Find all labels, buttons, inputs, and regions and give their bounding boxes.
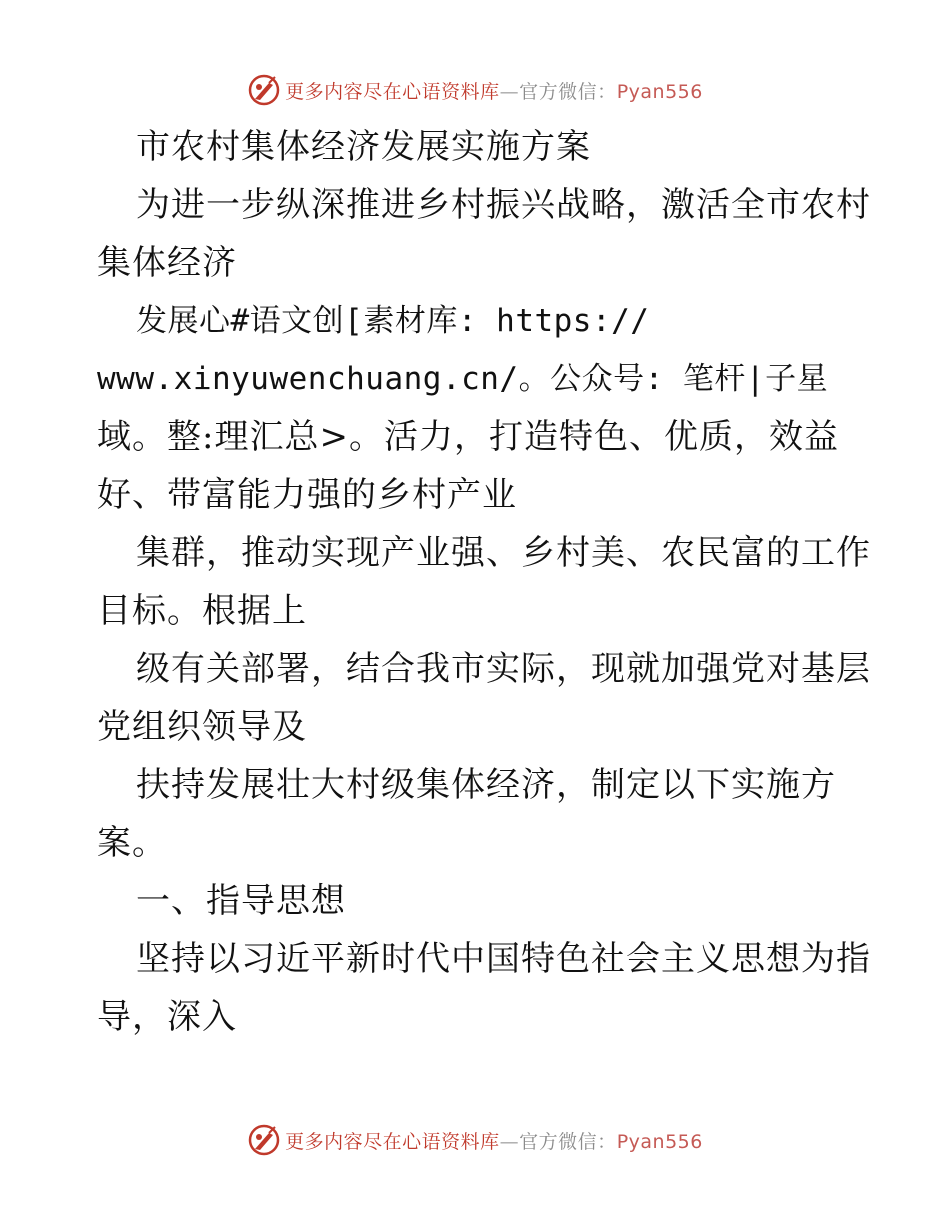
paragraph-6-line-1: 坚持以习近平新时代中国特色社会主义思想为指 [136,939,871,979]
header-site-text: 更多内容尽在心语资料库 [285,80,500,103]
header-wechat-id: Pyan556 [616,80,703,103]
paragraph-2-line-2: www.xinyuwenchuang.cn/。公众号: 笔杆|子星 [97,361,829,397]
footer-text [285,1127,703,1154]
paragraph-2-line-3: 域。整:理汇总>。活力，打造特色、优质，效益 [97,417,839,457]
paragraph-4-line-1: 级有关部署，结合我市实际，现就加强党对基层 [136,649,871,689]
footer-watermark [0,1120,950,1160]
paragraph-6-line-2: 导，深入 [97,997,237,1037]
header-wechat-label: 官方微信： [519,80,617,103]
section-1-heading: 一、指导思想 [136,881,346,921]
paragraph-2-line-1: 发展心#语文创[素材库: https:// [136,303,650,339]
paragraph-5-line-1: 扶持发展壮大村级集体经济，制定以下实施方 [136,765,836,805]
paragraph-3-line-1: 集群，推动实现产业强、乡村美、农民富的工作 [136,533,871,573]
footer-site-text: 更多内容尽在心语资料库 [285,1130,500,1153]
paragraph-1-line-1: 为进一步纵深推进乡村振兴战略，激活全市农村 [136,185,871,225]
quill-logo-icon [247,1123,281,1157]
paragraph-3-line-2: 目标。根据上 [97,591,307,631]
paragraph-4-line-2: 党组织领导及 [97,707,307,747]
paragraph-5-line-2: 案。 [97,823,167,863]
header-separator: — [499,80,520,103]
quill-logo-icon [247,73,281,107]
footer-separator: — [499,1130,520,1153]
document-title: 市农村集体经济发展实施方案 [136,127,591,167]
header-watermark [0,70,950,110]
paragraph-1-line-2: 集体经济 [97,243,237,283]
footer-wechat-label: 官方微信： [519,1130,617,1153]
paragraph-2-line-4: 好、带富能力强的乡村产业 [97,475,517,515]
document-body [97,118,871,1046]
footer-wechat-id: Pyan556 [616,1130,703,1153]
header-text [285,77,703,104]
